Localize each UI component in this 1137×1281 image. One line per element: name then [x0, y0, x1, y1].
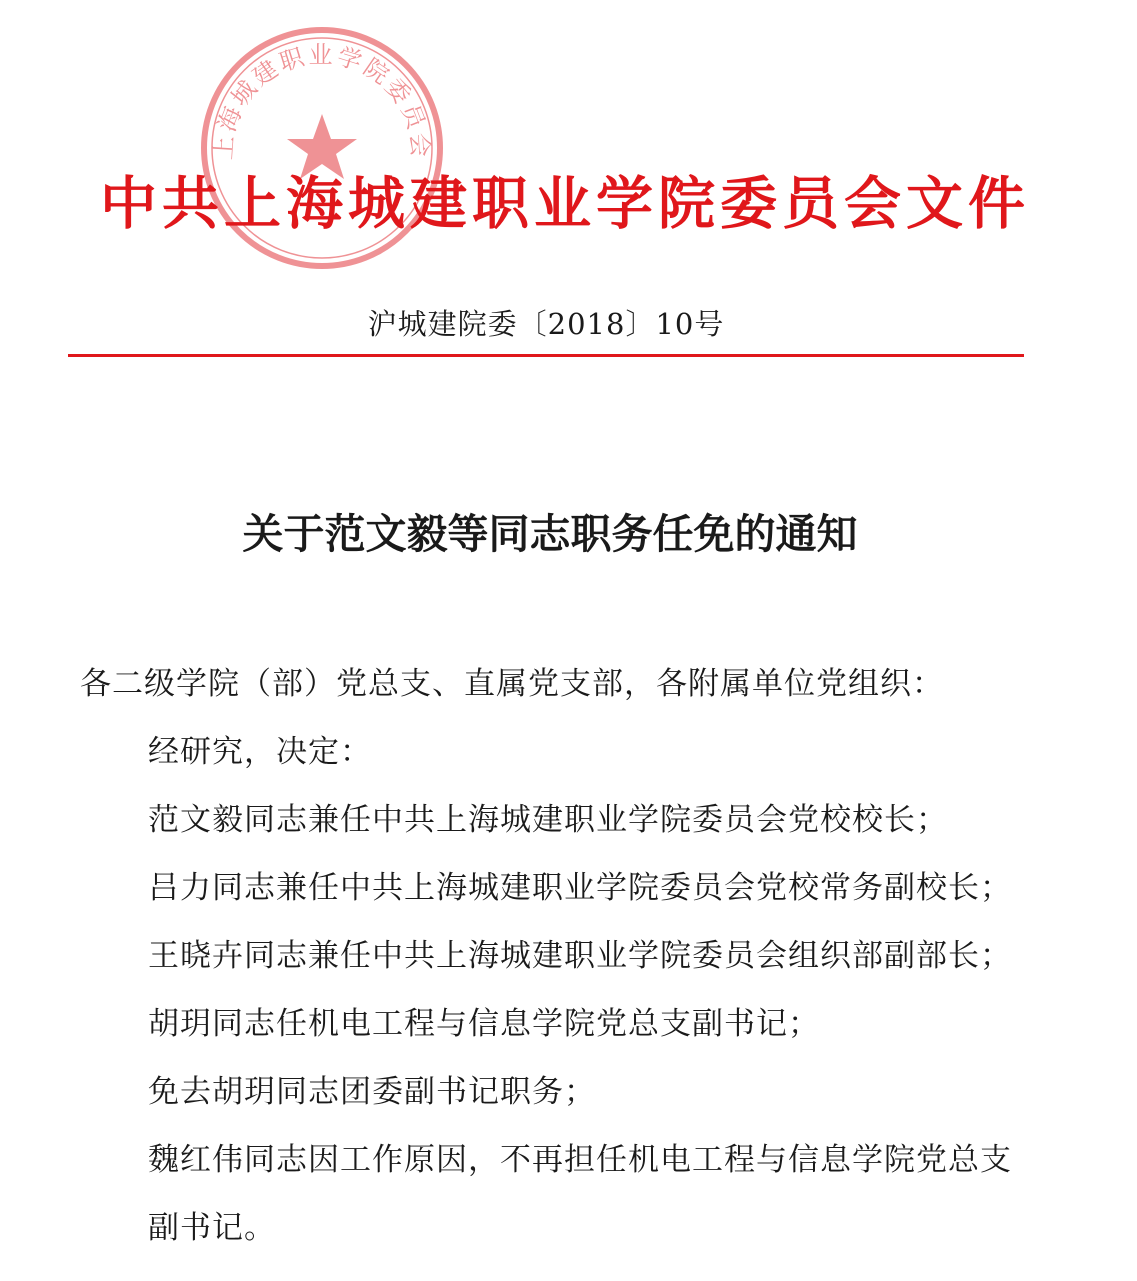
salutation: 各二级学院（部）党总支、直属党支部，各附属单位党组织：: [80, 666, 944, 702]
body-paragraph: 免去胡玥同志团委副书记职务；: [148, 1074, 596, 1110]
body-paragraph: 王晓卉同志兼任中共上海城建职业学院委员会组织部副部长；: [148, 938, 1012, 974]
seal-text: 上海城建职业学院委员会: [209, 41, 435, 161]
document-body: [80, 650, 1030, 1262]
document-number: 沪城建院委〔2018〕10号: [367, 307, 725, 341]
body-paragraph: 胡玥同志任机电工程与信息学院党总支副书记；: [148, 1006, 820, 1042]
document-title: 关于范文毅等同志职务任免的通知: [242, 510, 858, 558]
body-paragraph: 魏红伟同志因工作原因，不再担任机电工程与信息学院党总支副书记。: [148, 1142, 1012, 1246]
red-divider-line: [68, 354, 1024, 357]
body-paragraph: 吕力同志兼任中共上海城建职业学院委员会党校常务副校长；: [148, 870, 1012, 906]
body-paragraph: 范文毅同志兼任中共上海城建职业学院委员会党校校长；: [148, 802, 948, 838]
body-paragraph: 经研究，决定：: [148, 734, 372, 770]
document-masthead: 中共上海城建职业学院委员会文件: [100, 171, 1030, 237]
